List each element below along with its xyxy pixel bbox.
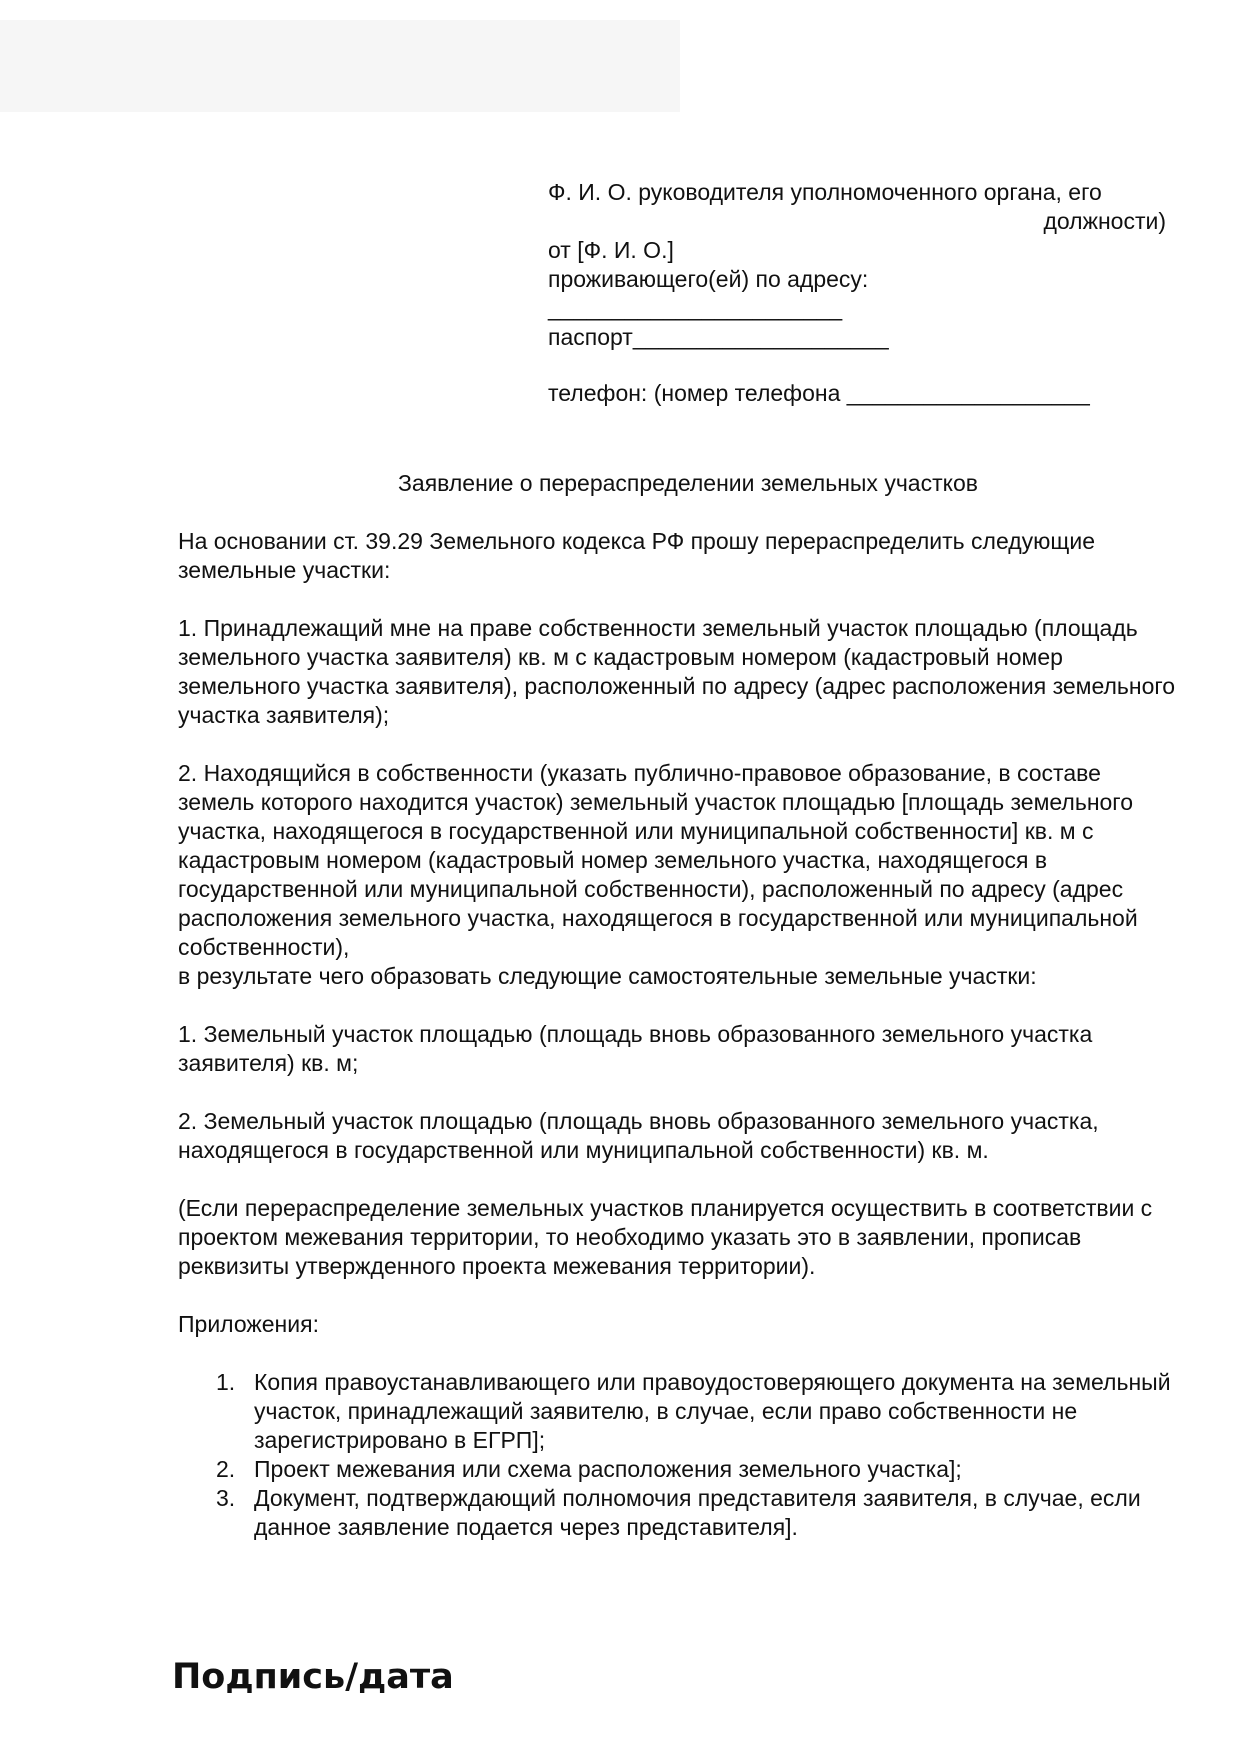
new-parcel-1-paragraph: 1. Земельный участок площадью (площадь вновь образованного земельного участка заявителя) кв. м; — [178, 1021, 1093, 1076]
signature-date-label: Подпись/дата — [172, 1657, 454, 1697]
attachment-number: 1. — [216, 1369, 236, 1395]
new-parcel-2-paragraph: 2. Земельный участок площадью (площадь вновь образованного земельного участка, находящегося в государственной или муниципальной собственности) кв. м. — [178, 1108, 1099, 1163]
attachment-number: 3. — [216, 1485, 236, 1511]
from-line: от [Ф. И. О.] — [548, 237, 674, 263]
note-paragraph: (Если перераспределение земельных участков планируется осуществить в соответствии с проектом межевания территории, то необходимо указать это в заявлении, прописав реквизиты утвержденного проекта межевания территории). — [178, 1195, 1153, 1279]
attachments-list — [178, 1368, 1178, 1542]
attachment-number: 2. — [216, 1456, 236, 1482]
parcel-2-paragraph — [178, 759, 1178, 991]
attachment-item — [178, 1368, 1178, 1455]
parcel-1-paragraph: 1. Принадлежащий мне на праве собственности земельный участок площадью (площадь земельного участка заявителя) кв. м с кадастровым номером (кадастровый номер земельного участка заявителя), расположенный по адресу (адрес расположения земельного участка заявителя); — [178, 615, 1176, 728]
passport-line: паспорт____________________ — [548, 324, 889, 350]
attachment-item — [178, 1455, 1178, 1484]
attachment-item — [178, 1484, 1178, 1542]
attachment-text: Проект межевания или схема расположения земельного участка]; — [254, 1456, 962, 1482]
address-label: проживающего(ей) по адресу: — [548, 266, 869, 292]
document-title: Заявление о перераспределении земельных участков — [398, 470, 978, 496]
attachment-text: Документ, подтверждающий полномочия представителя заявителя, в случае, если данное заявление подается через представителя]. — [254, 1485, 1141, 1540]
intro-paragraph: На основании ст. 39.29 Земельного кодекса РФ прошу перераспределить следующие земельные участки: — [178, 528, 1095, 583]
phone-line: телефон: (номер телефона ___________________ — [548, 380, 1090, 406]
parcel-2-text: 2. Находящийся в собственности (указать публично-правовое образование, в составе земель которого находится участок) земельный участок площадью [площадь земельного участка, находящегося в государственной или муниципальной собственности] кв. м с кадастровым номером (кадастровый номер земельного участка, находящегося в государственной или муниципальной собственности), расположенный по адресу (адрес расположения земельного участка, находящегося в государственной или муниципальной собственности), — [178, 760, 1138, 960]
recipient-line: Ф. И. О. руководителя уполномоченного органа, его — [548, 179, 1102, 205]
attachments-label: Приложения: — [178, 1311, 319, 1337]
document-body — [178, 527, 1178, 1542]
recipient-header — [548, 178, 1166, 408]
header-gray-band — [0, 20, 680, 112]
parcel-2-result: в результате чего образовать следующие самостоятельные земельные участки: — [178, 963, 1037, 989]
attachment-text: Копия правоустанавливающего или правоудостоверяющего документа на земельный участок, принадлежащий заявителю, в случае, если право собственности не зарегистрировано в ЕГРП]; — [254, 1369, 1171, 1453]
address-blank: _______________________ — [548, 295, 843, 321]
recipient-line-continuation: должности) — [1043, 208, 1166, 234]
